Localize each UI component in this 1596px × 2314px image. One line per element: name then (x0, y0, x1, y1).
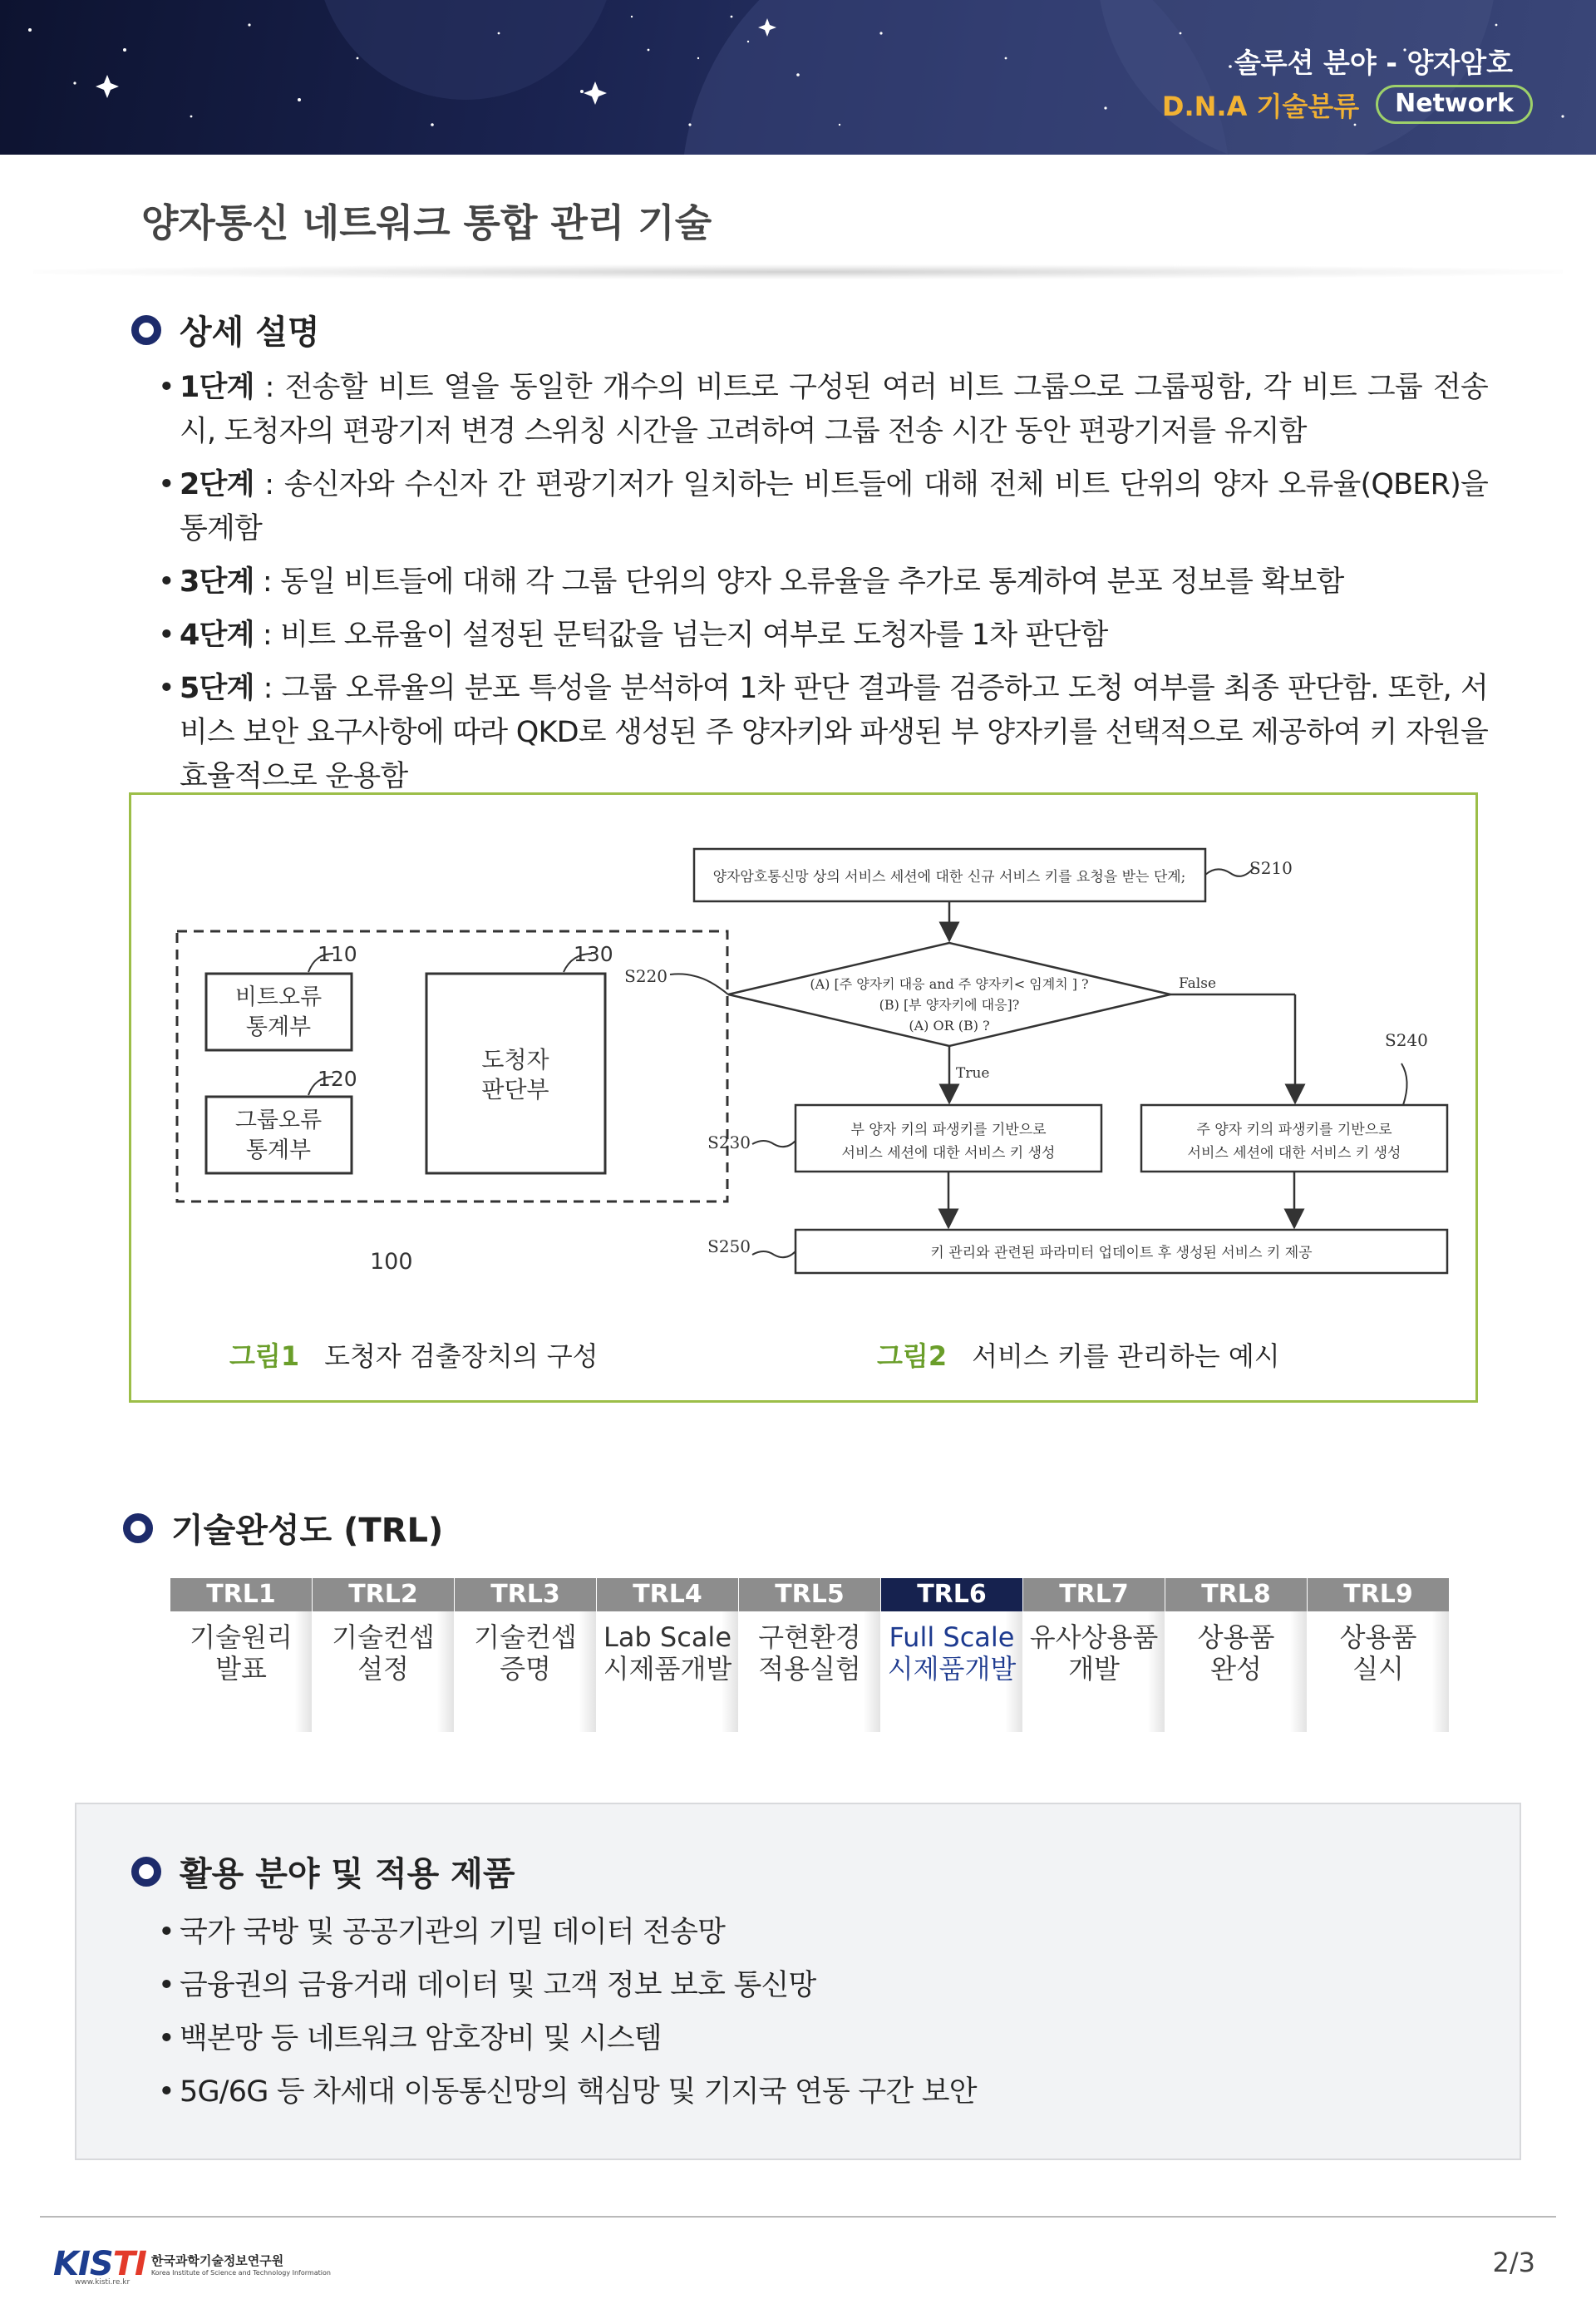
section-bullet-icon (131, 315, 161, 345)
trl-heading-text: 기술완성도 (TRL) (171, 1512, 444, 1550)
label-s220: S220 (624, 966, 667, 986)
trl-level (170, 1578, 312, 1732)
list-item: • 5G/6G 등 차세대 이동통신망의 핵심망 및 기지국 연동 구간 보안 (158, 2065, 977, 2119)
figure2-caption-text: 서비스 키를 관리하는 예시 (972, 1340, 1280, 1372)
true-branch-label: True (956, 1065, 990, 1082)
section-bullet-icon (123, 1513, 153, 1543)
step-text: : 동일 비트들에 대해 각 그룹 단위의 양자 오류율을 추가로 통계하여 분포 정보를 확보함 (254, 565, 1344, 599)
applications-panel (75, 1803, 1521, 2160)
list-item (158, 463, 1488, 551)
trl-level-desc: 기술컨셉 설정 (313, 1611, 454, 1732)
figure-box (129, 792, 1478, 1403)
section-bullet-icon (131, 1857, 161, 1887)
bit-error-unit-label-1: 비트오류 (234, 984, 323, 1010)
trl-level-name: TRL4 (597, 1578, 738, 1611)
list-item: • 백본망 등 네트워크 암호장비 및 시스템 (158, 2012, 977, 2065)
applications-list (158, 1906, 977, 2119)
eavesdropper-judge-label-1: 도청자 (481, 1046, 549, 1073)
trl-scale (170, 1578, 1451, 1732)
step-s250-text: 키 관리와 관련된 파라미터 업데이트 후 생성된 서비스 키 제공 (930, 1245, 1313, 1261)
group-error-unit-label-2: 통계부 (245, 1137, 312, 1163)
step-s210-text: 양자암호통신망 상의 서비스 세션에 대한 신규 서비스 키를 요청을 받는 단계; (712, 869, 1186, 886)
step-text: : 그룹 오류율의 분포 특성을 분석하여 1차 판단 결과를 검증하고 도청 여부를 최종 판단함. 또한, 서비스 보안 요구사항에 따라 QKD로 생성된 주 양자키와 파생된 부 양자키를 선택적으로 제공하여 키 자원을 효율적으로 운용함 (180, 672, 1488, 793)
trl-level-current (881, 1578, 1022, 1732)
label-s240: S240 (1385, 1030, 1428, 1050)
bit-error-unit-label-2: 통계부 (245, 1014, 312, 1040)
trl-level-desc: 상용품 실시 (1308, 1611, 1449, 1732)
list-item (158, 667, 1488, 799)
trl-level-desc: Full Scale 시제품개발 (881, 1611, 1022, 1732)
label-s210: S210 (1249, 858, 1293, 878)
dna-classification (1162, 85, 1533, 124)
condition-or: (A) OR (B) ? (909, 1018, 990, 1034)
trl-level-desc: 구현환경 적용실험 (739, 1611, 880, 1732)
trl-level (455, 1578, 596, 1732)
trl-level-desc: 기술컨셉 증명 (455, 1611, 596, 1732)
trl-level (1308, 1578, 1449, 1732)
kisti-logo-web: www.kisti.re.kr (75, 2278, 131, 2287)
trl-level-name: TRL1 (170, 1578, 312, 1611)
ref-130: 130 (574, 942, 613, 966)
figure1-caption-text: 도청자 검출장치의 구성 (324, 1340, 598, 1372)
figure2-flowchart (624, 849, 1447, 1273)
ref-100: 100 (370, 1249, 413, 1275)
trl-level-name: TRL5 (739, 1578, 880, 1611)
step-label: 1단계 (180, 371, 254, 404)
ref-110: 110 (318, 942, 357, 966)
page-title: 양자통신 네트워크 통합 관리 기술 (141, 200, 712, 245)
step-label: 4단계 (180, 619, 254, 652)
label-s250: S250 (707, 1236, 751, 1256)
label-s230: S230 (707, 1132, 751, 1152)
trl-level (1023, 1578, 1165, 1732)
step-s240-text-1: 주 양자 키의 파생키를 기반으로 (1196, 1122, 1392, 1138)
header-banner (0, 0, 1596, 155)
trl-level (739, 1578, 880, 1732)
step-text: : 송신자와 수신자 간 편광기저가 일치하는 비트들에 대해 전체 비트 단위의 양자 오류율(QBER)을 통계함 (180, 468, 1488, 545)
ref-120: 120 (318, 1067, 357, 1091)
trl-level-desc: 기술원리 발표 (170, 1611, 312, 1732)
trl-heading (123, 1504, 443, 1552)
kisti-logo-text: 한국과학기술정보연구원 Korea Institute of Science and Technology Information (150, 2253, 331, 2277)
footer-divider (40, 2216, 1556, 2218)
step-label: 5단계 (180, 672, 254, 705)
title-divider (33, 264, 1563, 279)
condition-b: (B) [부 양자키에 대응]? (879, 997, 1020, 1013)
trl-level (1165, 1578, 1307, 1732)
applications-heading (131, 1848, 515, 1895)
step-s230-text-2: 서비스 세션에 대한 서비스 키 생성 (841, 1145, 1056, 1162)
step-label: 2단계 (180, 468, 254, 501)
eavesdropper-judge-box (426, 974, 605, 1173)
trl-level-name: TRL2 (313, 1578, 454, 1611)
condition-a: (A) [주 양자키 대응 and 주 양자키< 임계치 ] ? (810, 976, 1089, 992)
trl-level-desc: 유사상용품 개발 (1023, 1611, 1165, 1732)
figure2-caption-number: 그림2 (877, 1340, 948, 1372)
false-branch-label: False (1179, 975, 1216, 992)
list-item (158, 614, 1488, 658)
list-item (158, 560, 1488, 604)
step-text: : 전송할 비트 열을 동일한 개수의 비트로 구성된 여러 비트 그룹으로 그룹핑함, 각 비트 그룹 전송 시, 도청자의 편광기저 변경 스위칭 시간을 고려하여 그룹 전송 시간 동안 편광기저를 유지함 (180, 371, 1488, 448)
step-s230-box (796, 1105, 1101, 1172)
list-item: • 금융권의 금융거래 데이터 및 고객 정보 보호 통신망 (158, 1959, 977, 2012)
group-error-unit-label-1: 그룹오류 (234, 1108, 323, 1133)
step-s230-text-1: 부 양자 키의 파생키를 기반으로 (850, 1122, 1047, 1138)
solution-field: 솔루션 분야 - 양자암호 (1234, 47, 1513, 79)
step-label: 3단계 (180, 565, 254, 599)
trl-level-name: TRL7 (1023, 1578, 1165, 1611)
details-list (158, 366, 1488, 808)
figure-diagrams (131, 795, 1480, 1405)
kisti-logo-mark: KISTI (53, 2245, 146, 2283)
trl-level (313, 1578, 454, 1732)
trl-level-desc: Lab Scale 시제품개발 (597, 1611, 738, 1732)
step-s240-text-2: 서비스 세션에 대한 서비스 키 생성 (1187, 1145, 1401, 1162)
category-badge: Network (1376, 85, 1533, 124)
trl-level (597, 1578, 738, 1732)
trl-level-name: TRL3 (455, 1578, 596, 1611)
list-item (158, 366, 1488, 454)
eavesdropper-judge-label-2: 판단부 (481, 1076, 549, 1103)
figure2-caption (877, 1335, 1280, 1374)
trl-level-name: TRL8 (1165, 1578, 1307, 1611)
figure1-caption (229, 1335, 598, 1374)
step-text: : 비트 오류율이 설정된 문턱값을 넘는지 여부로 도청자를 1차 판단함 (254, 619, 1108, 652)
details-heading-text: 상세 설명 (180, 313, 320, 352)
page-number: 2/3 (1492, 2247, 1535, 2278)
details-heading (131, 306, 320, 353)
dna-label: D.N.A 기술분류 (1161, 90, 1360, 122)
trl-level-name: TRL6 (881, 1578, 1022, 1611)
kisti-logo (53, 2245, 331, 2287)
trl-level-name: TRL9 (1308, 1578, 1449, 1611)
trl-level-desc: 상용품 완성 (1165, 1611, 1307, 1732)
figure1-caption-number: 그림1 (229, 1340, 300, 1372)
applications-heading-text: 활용 분야 및 적용 제품 (180, 1855, 515, 1893)
list-item: • 국가 국방 및 공공기관의 기밀 데이터 전송망 (158, 1906, 977, 1959)
step-s240-box (1141, 1105, 1447, 1172)
